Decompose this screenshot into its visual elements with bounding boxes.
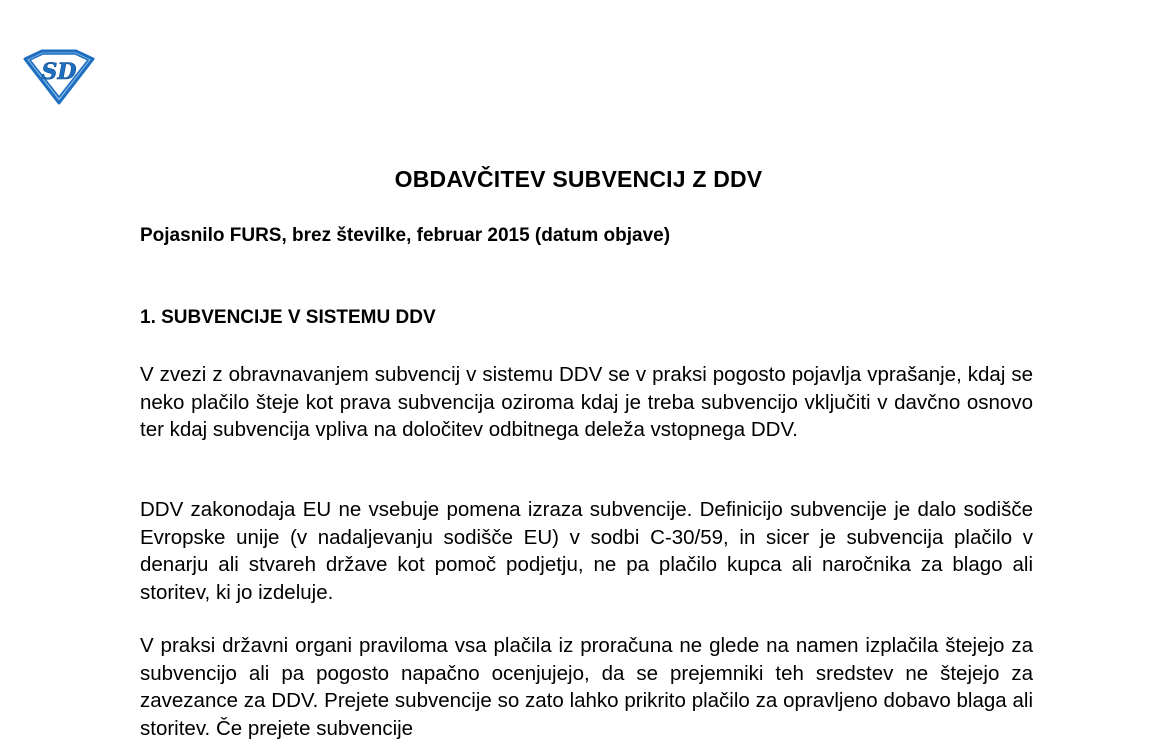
sd-shield-logo — [22, 48, 96, 106]
document-subtitle: Pojasnilo FURS, brez številke, februar 2015 (datum objave) — [140, 225, 671, 246]
section-heading: 1. SUBVENCIJE V SISTEMU DDV — [140, 307, 436, 328]
paragraph-2: DDV zakonodaja EU ne vsebuje pomena izraza subvencije. Definicijo subvencije je dalo sodišče Evropske unije (v nadaljevanju sodišče EU) v sodbi C-30/59, in sicer je subvencija plačilo v denarju ali stvareh države kot pomoč podjetju, ne pa plačilo kupca ali naročnika za blago ali storitev, ki jo izdeluje. — [140, 498, 1033, 604]
logo-lettering: SD — [41, 59, 77, 85]
paragraph-1: V zvezi z obravnavanjem subvencij v sistemu DDV se v praksi pogosto pojavlja vprašanje, kdaj se neko plačilo šteje kot prava subvencija oziroma kdaj je treba subvencijo vključiti v davčno osnovo ter kdaj subvencija vpliva na določitev odbitnega deleža vstopnega DDV. — [140, 363, 1033, 441]
paragraph-3: V praksi državni organi praviloma vsa plačila iz proračuna ne glede na namen izplačila štejejo za subvencijo ali pa pogosto napačno ocenjujejo, da se prejemniki teh sredstev ne štejejo za zavezance za DDV. Prejete subvencije so zato lahko prikrito plačilo za opravljeno dobavo blaga ali storitev. Če prejete subvencije — [140, 634, 1033, 740]
document-title: OBDAVČITEV SUBVENCIJ Z DDV — [394, 166, 763, 192]
